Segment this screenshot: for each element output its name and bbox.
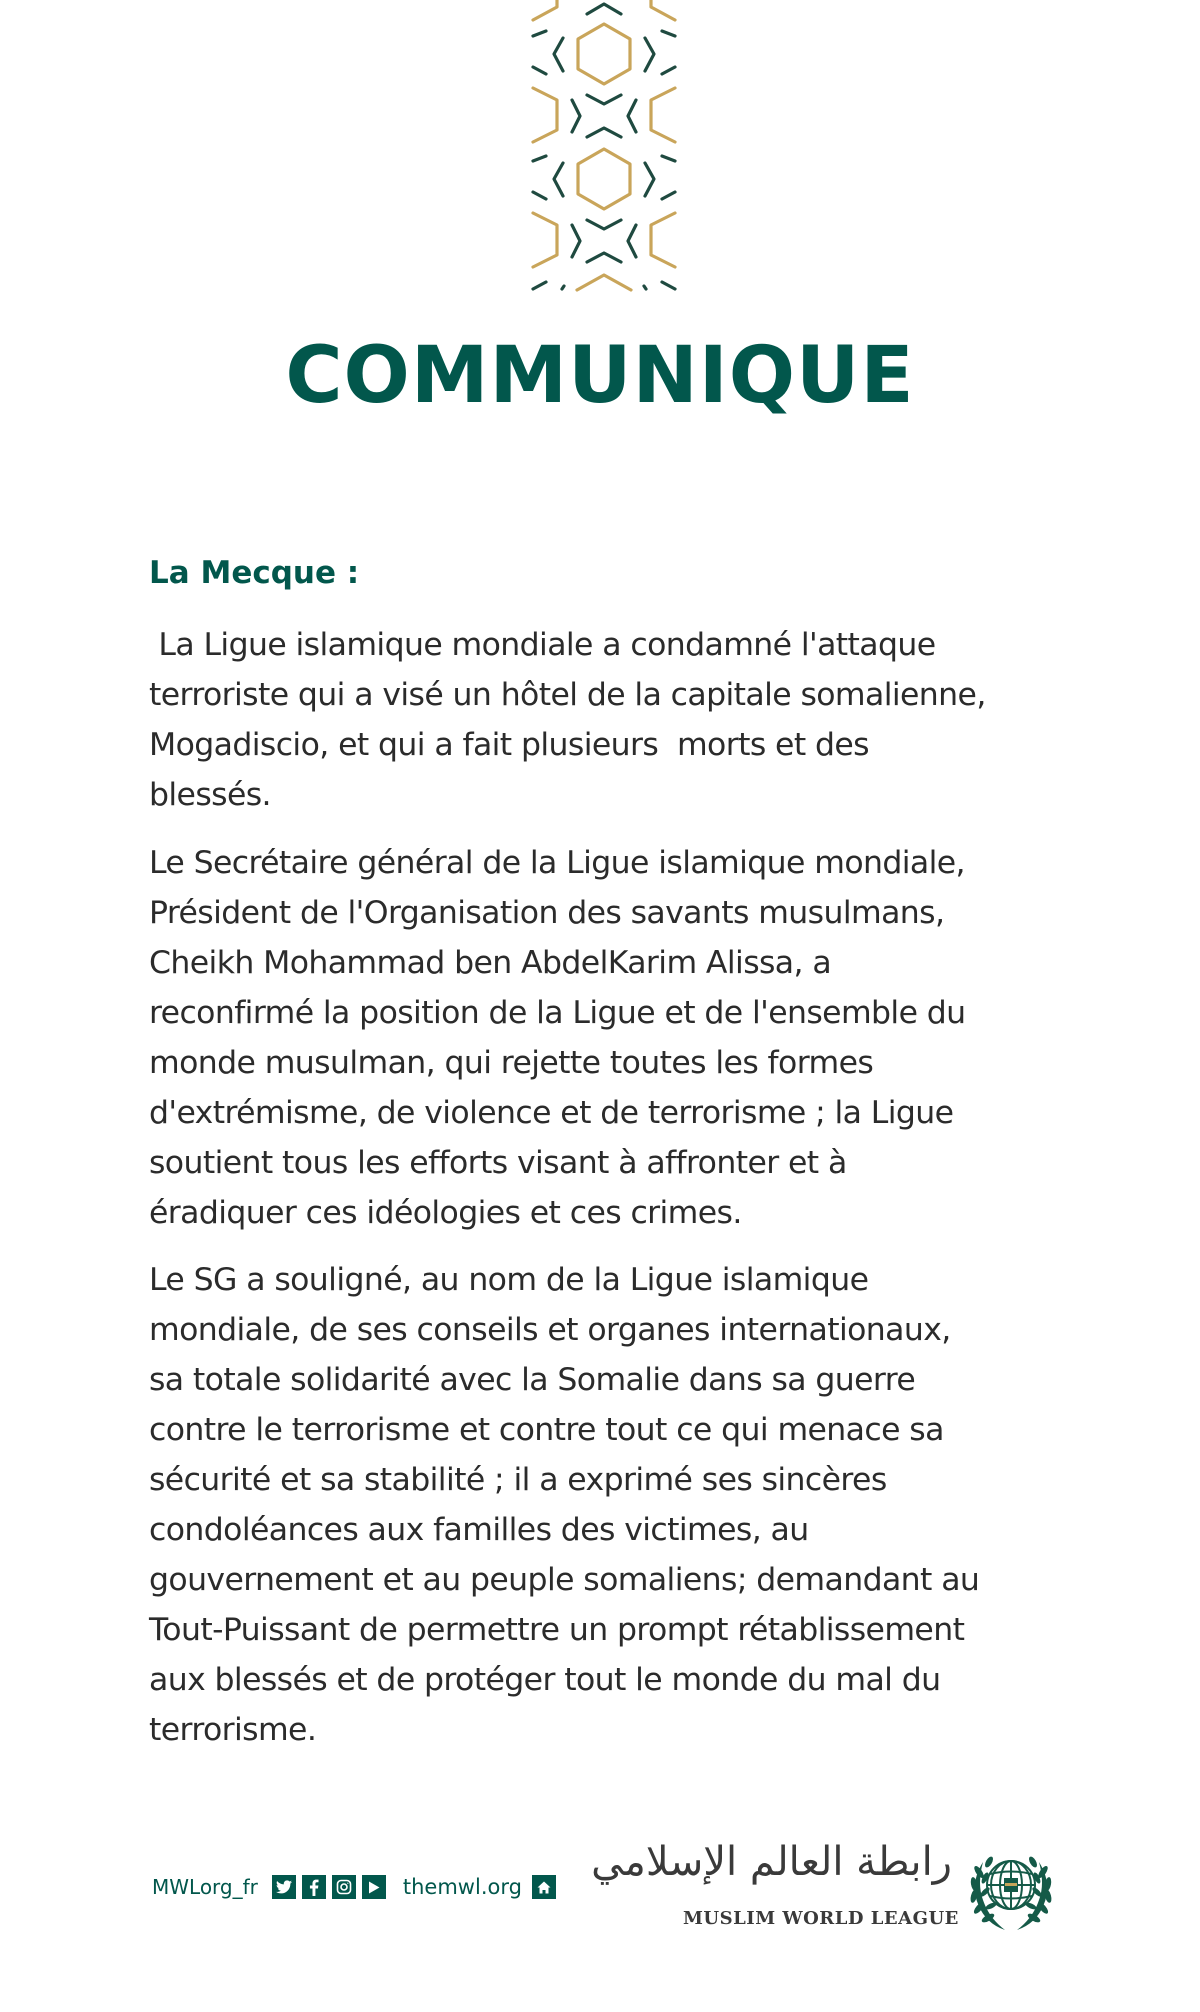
globe-wreath-emblem-icon bbox=[963, 1838, 1059, 1934]
text-line: d'extrémisme, de violence et de terrorisme ; la Ligue bbox=[149, 1095, 954, 1131]
text-line: blessés. bbox=[149, 777, 271, 813]
muslim-world-league-logo bbox=[591, 1830, 1070, 1940]
youtube-play-icon[interactable] bbox=[362, 1875, 386, 1899]
text-line: gouvernement et au peuple somaliens; demandant au bbox=[149, 1562, 980, 1598]
paragraph-2 bbox=[149, 838, 966, 1238]
logo-arabic-name: رابطة العالم الإسلامي bbox=[591, 1839, 952, 1885]
paragraph-1 bbox=[149, 620, 986, 820]
text-line: Le SG a souligné, au nom de la Ligue islamique bbox=[149, 1262, 869, 1298]
facebook-icon[interactable] bbox=[302, 1875, 326, 1899]
logo-english-name: MUSLIM WORLD LEAGUE bbox=[683, 1908, 959, 1929]
home-icon[interactable] bbox=[532, 1875, 556, 1899]
text-line: mondiale, de ses conseils et organes internationaux, bbox=[149, 1312, 951, 1348]
text-line: Cheikh Mohammad ben AbdelKarim Alissa, a bbox=[149, 945, 832, 981]
text-line: Président de l'Organisation des savants musulmans, bbox=[149, 895, 945, 931]
footer-links bbox=[152, 1872, 556, 1902]
text-line: contre le terrorisme et contre tout ce qui menace sa bbox=[149, 1412, 944, 1448]
text-line: soutient tous les efforts visant à affronter et à bbox=[149, 1145, 847, 1181]
text-line: terrorisme. bbox=[149, 1712, 317, 1748]
geometric-ornament-icon bbox=[527, 0, 683, 296]
text-line: terroriste qui a visé un hôtel de la capitale somalienne, bbox=[149, 677, 986, 713]
paragraph-3 bbox=[149, 1255, 979, 1755]
text-line: aux blessés et de protéger tout le monde du mal du bbox=[149, 1662, 941, 1698]
text-line: monde musulman, qui rejette toutes les formes bbox=[149, 1045, 874, 1081]
social-handle[interactable]: MWLorg_fr bbox=[152, 1875, 258, 1899]
text-line: sécurité et sa stabilité ; il a exprimé ses sincères bbox=[149, 1462, 887, 1498]
text-line: éradiquer ces idéologies et ces crimes. bbox=[149, 1195, 742, 1231]
website-link[interactable]: themwl.org bbox=[402, 1875, 522, 1899]
text-line: reconfirmé la position de la Ligue et de l'ensemble du bbox=[149, 995, 966, 1031]
dateline-location: La Mecque : bbox=[149, 555, 360, 591]
instagram-icon[interactable] bbox=[332, 1875, 356, 1899]
text-line: Mogadiscio, et qui a fait plusieurs morts et des bbox=[149, 727, 869, 763]
text-line: condoléances aux familles des victimes, au bbox=[149, 1512, 809, 1548]
text-line: Le Secrétaire général de la Ligue islamique mondiale, bbox=[149, 845, 965, 881]
twitter-icon[interactable] bbox=[272, 1875, 296, 1899]
text-line: Tout-Puissant de permettre un prompt rétablissement bbox=[149, 1612, 965, 1648]
text-line: La Ligue islamique mondiale a condamné l'attaque bbox=[149, 627, 936, 663]
page-title: COMMUNIQUE bbox=[285, 331, 915, 421]
text-line: sa totale solidarité avec la Somalie dans sa guerre bbox=[149, 1362, 916, 1398]
